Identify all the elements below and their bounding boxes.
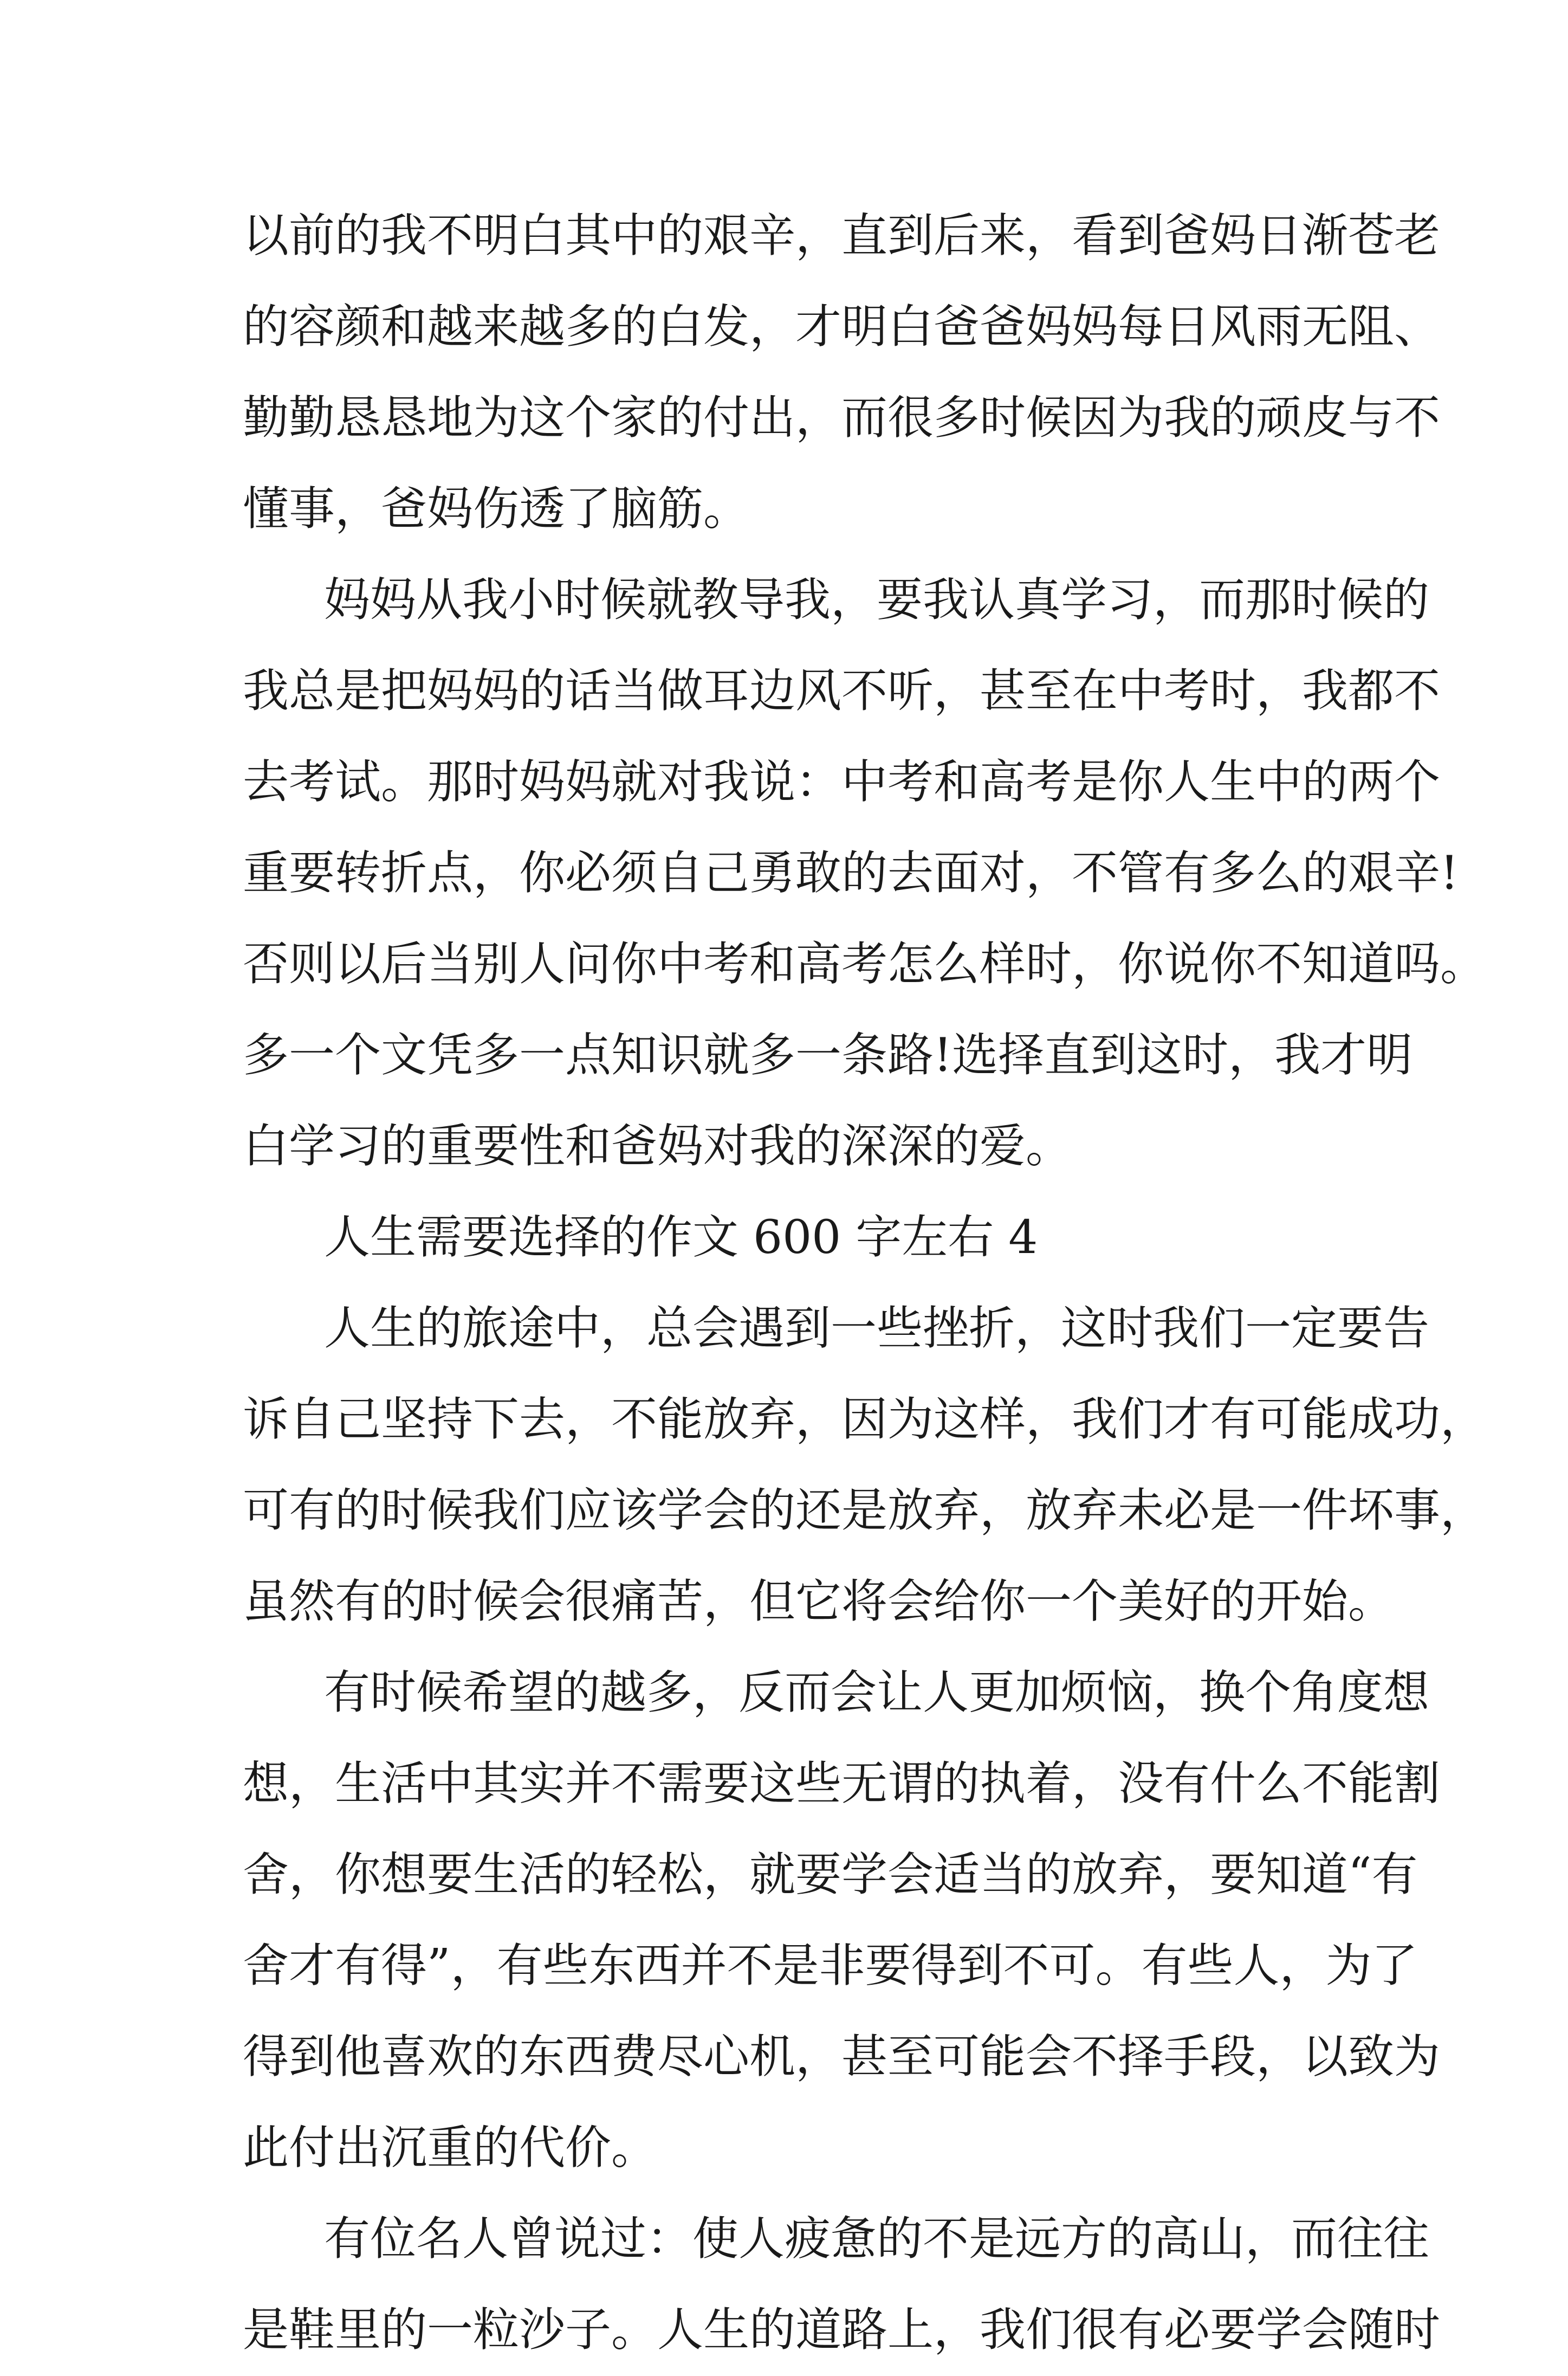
text-line: 可有的时候我们应该学会的还是放弃，放弃未必是一件坏事， xyxy=(243,1484,1487,1538)
text-line: 以前的我不明白其中的艰辛，直到后来，看到爸妈日渐苍老 xyxy=(243,209,1441,263)
text-line: 白学习的重要性和爸妈对我的深深的爱。 xyxy=(243,1120,1072,1173)
text-line: 诉自己坚持下去，不能放弃，因为这样，我们才有可能成功， xyxy=(243,1393,1487,1447)
paragraph-first-line: 人生的旅途中，总会遇到一些挫折，这时我们一定要告 xyxy=(324,1302,1430,1355)
text-line: 舍，你想要生活的轻松，就要学会适当的放弃，要知道“有 xyxy=(243,1848,1418,1902)
section-heading: 人生需要选择的作文 600 字左右 4 xyxy=(324,1211,1038,1264)
text-line: 想，生活中其实并不需要这些无谓的执着，没有什么不能割 xyxy=(243,1757,1441,1811)
text-line: 去考试。那时妈妈就对我说：中考和高考是你人生中的两个 xyxy=(243,756,1441,809)
text-line: 我总是把妈妈的话当做耳边风不听，甚至在中考时，我都不 xyxy=(243,664,1441,718)
text-line: 否则以后当别人问你中考和高考怎么样时，你说你不知道吗。 xyxy=(243,938,1487,991)
paragraph-first-line: 有位名人曾说过：使人疲惫的不是远方的高山，而往往 xyxy=(324,2212,1430,2266)
paragraph-first-line: 有时候希望的越多，反而会让人更加烦恼，换个角度想 xyxy=(324,1666,1430,1720)
text-line: 的容颜和越来越多的白发，才明白爸爸妈妈每日风雨无阻、 xyxy=(243,300,1441,354)
text-line: 虽然有的时候会很痛苦，但它将会给你一个美好的开始。 xyxy=(243,1575,1395,1629)
text-line: 多一个文凭多一点知识就多一条路!选择直到这时，我才明 xyxy=(243,1029,1413,1082)
essay-body xyxy=(243,191,1487,2376)
text-line: 得到他喜欢的东西费尽心机，甚至可能会不择手段，以致为 xyxy=(243,2030,1441,2084)
text-line: 重要转折点，你必须自己勇敢的去面对，不管有多么的艰辛! xyxy=(243,847,1459,900)
text-line: 勤勤恳恳地为这个家的付出，而很多时候因为我的顽皮与不 xyxy=(243,391,1441,445)
text-line: 懂事，爸妈伤透了脑筋。 xyxy=(243,482,750,536)
text-line: 此付出沉重的代价。 xyxy=(243,2121,658,2175)
paragraph-first-line: 妈妈从我小时候就教导我，要我认真学习，而那时候的 xyxy=(324,573,1430,627)
text-line: 舍才有得”，有些东西并不是非要得到不可。有些人，为了 xyxy=(243,1939,1418,1993)
text-line: 是鞋里的一粒沙子。人生的道路上，我们很有必要学会随时 xyxy=(243,2303,1441,2357)
